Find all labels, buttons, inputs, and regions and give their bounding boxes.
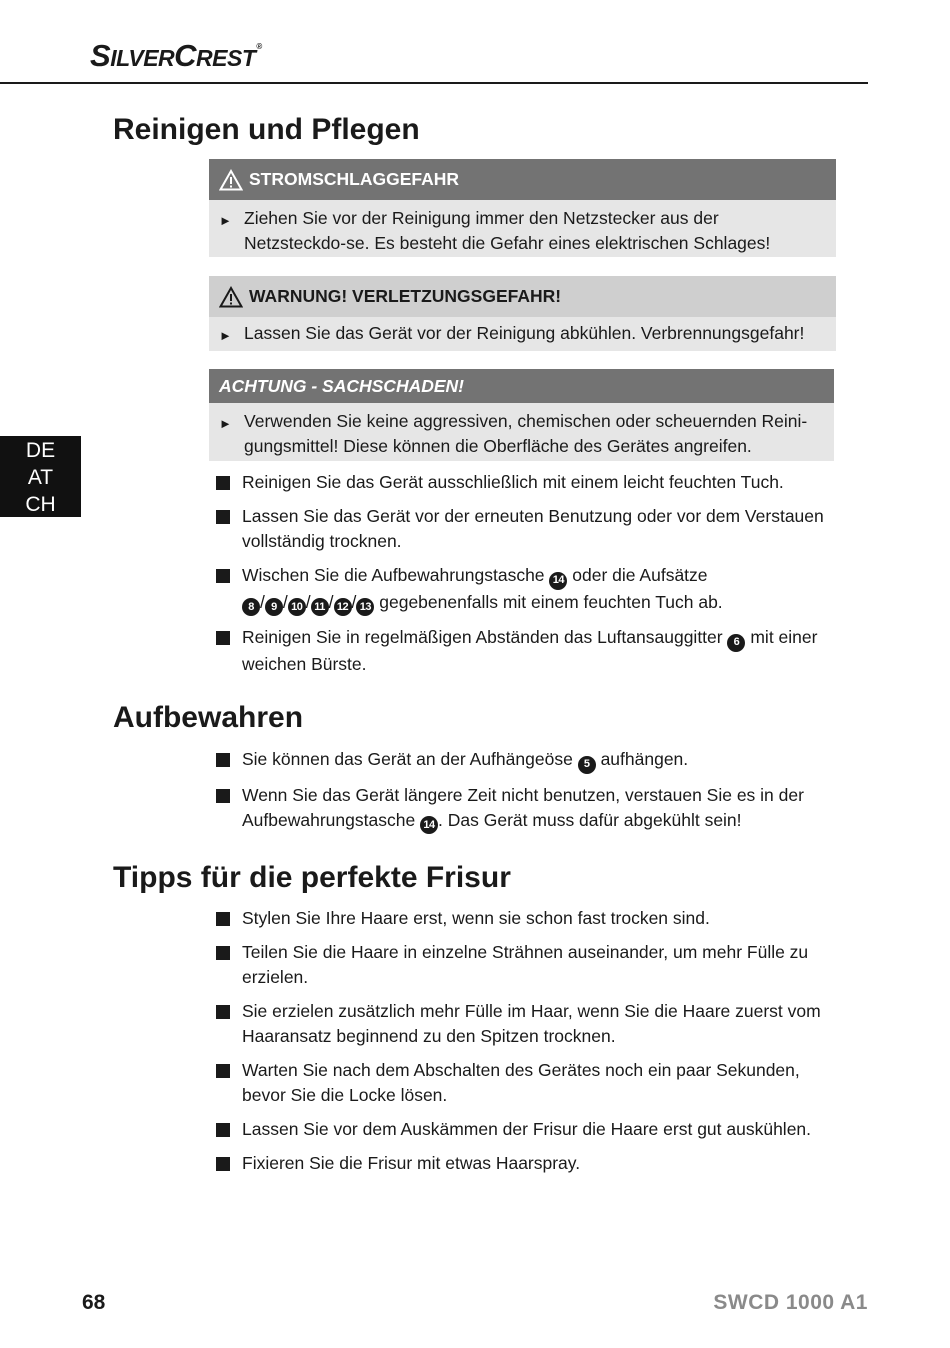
lang-at: AT bbox=[27, 466, 54, 489]
warning-heading: STROMSCHLAGGEFAHR bbox=[249, 169, 459, 189]
section-title-storage: Aufbewahren bbox=[113, 701, 304, 734]
part-number-badge: 8 bbox=[242, 598, 260, 616]
part-number-badge: 10 bbox=[288, 598, 306, 616]
brand-logo: SILVERCREST® bbox=[90, 38, 262, 73]
square-bullet-icon bbox=[216, 912, 230, 926]
part-number-badge: 12 bbox=[334, 598, 352, 616]
model-number: SWCD 1000 A1 bbox=[713, 1291, 868, 1314]
square-bullet-icon bbox=[216, 1123, 230, 1137]
list-item: Warten Sie nach dem Abschalten des Gerätes noch ein paar Sekunden, bevor Sie die Locke lösen. bbox=[216, 1058, 826, 1108]
warning-box-electric-shock bbox=[209, 159, 836, 257]
list-item: Reinigen Sie das Gerät ausschließlich mit einem leicht feuchten Tuch. bbox=[216, 470, 826, 495]
arrow-bullet-icon: ► bbox=[219, 416, 232, 431]
warning-heading: ACHTUNG - SACHSCHADEN! bbox=[219, 375, 464, 396]
list-item: Wischen Sie die Aufbewahrungstasche 14 oder die Aufsätze 8 / 9 / 10 / 11 / 12 / 13 gegebenenfalls mit einem feuchten Tuch ab. bbox=[216, 563, 826, 616]
square-bullet-icon bbox=[216, 753, 230, 767]
square-bullet-icon bbox=[216, 789, 230, 803]
warning-triangle-icon bbox=[219, 286, 243, 308]
warning-text: Verwenden Sie keine aggressiven, chemischen oder scheuernden Reini-gungsmittel! Diese können die Oberfläche des Gerätes angreifen. bbox=[244, 411, 808, 456]
cleaning-list bbox=[216, 470, 826, 686]
square-bullet-icon bbox=[216, 476, 230, 490]
list-item: Teilen Sie die Haare in einzelne Strähnen auseinander, um mehr Fülle zu erzielen. bbox=[216, 940, 826, 990]
warning-heading: WARNUNG! VERLETZUNGSGEFAHR! bbox=[249, 286, 562, 306]
header-rule bbox=[0, 82, 868, 84]
page-number: 68 bbox=[82, 1291, 106, 1314]
square-bullet-icon bbox=[216, 510, 230, 524]
lang-ch: CH bbox=[25, 493, 56, 516]
warning-text: Ziehen Sie vor der Reinigung immer den Netzstecker aus der Netzsteckdo-se. Es besteht die Gefahr eines elektrischen Schlages! bbox=[244, 208, 771, 253]
square-bullet-icon bbox=[216, 1005, 230, 1019]
square-bullet-icon bbox=[216, 569, 230, 583]
list-item: Reinigen Sie in regelmäßigen Abständen das Luftansauggitter 6 mit einer weichen Bürste. bbox=[216, 625, 826, 677]
tips-list bbox=[216, 906, 826, 1185]
arrow-bullet-icon: ► bbox=[219, 213, 232, 228]
part-number-badge: 5 bbox=[578, 756, 596, 774]
list-item: Fixieren Sie die Frisur mit etwas Haarspray. bbox=[216, 1151, 826, 1176]
storage-list bbox=[216, 747, 826, 843]
warning-box-property-damage bbox=[209, 369, 834, 461]
warning-box-injury bbox=[209, 276, 836, 351]
square-bullet-icon bbox=[216, 946, 230, 960]
square-bullet-icon bbox=[216, 1157, 230, 1171]
warning-triangle-icon bbox=[219, 169, 243, 191]
list-item: Wenn Sie das Gerät längere Zeit nicht benutzen, verstauen Sie es in der Aufbewahrungstasche 14 . Das Gerät muss dafür abgekühlt sein! bbox=[216, 783, 826, 835]
list-item: Lassen Sie vor dem Auskämmen der Frisur die Haare erst gut auskühlen. bbox=[216, 1117, 826, 1142]
part-number-badge: 13 bbox=[356, 598, 374, 616]
list-item: Lassen Sie das Gerät vor der erneuten Benutzung oder vor dem Verstauen vollständig trocknen. bbox=[216, 504, 826, 554]
part-number-badge: 11 bbox=[311, 598, 329, 616]
square-bullet-icon bbox=[216, 1064, 230, 1078]
part-number-badge: 6 bbox=[727, 634, 745, 652]
square-bullet-icon bbox=[216, 631, 230, 645]
list-item: Sie erzielen zusätzlich mehr Fülle im Haar, wenn Sie die Haare zuerst vom Haaransatz beginnend zu den Spitzen trocknen. bbox=[216, 999, 826, 1049]
part-number-badge: 14 bbox=[549, 572, 567, 590]
warning-text: Lassen Sie das Gerät vor der Reinigung abkühlen. Verbrennungsgefahr! bbox=[244, 323, 805, 343]
lang-de: DE bbox=[25, 439, 56, 462]
language-tab bbox=[0, 436, 81, 517]
arrow-bullet-icon: ► bbox=[219, 328, 232, 343]
section-title-tips: Tipps für die perfekte Frisur bbox=[113, 861, 511, 894]
list-item: Stylen Sie Ihre Haare erst, wenn sie schon fast trocken sind. bbox=[216, 906, 826, 931]
part-number-badge: 14 bbox=[420, 816, 438, 834]
part-number-badge: 9 bbox=[265, 598, 283, 616]
list-item: Sie können das Gerät an der Aufhängeöse 5 aufhängen. bbox=[216, 747, 826, 774]
section-title-cleaning: Reinigen und Pflegen bbox=[113, 113, 420, 146]
